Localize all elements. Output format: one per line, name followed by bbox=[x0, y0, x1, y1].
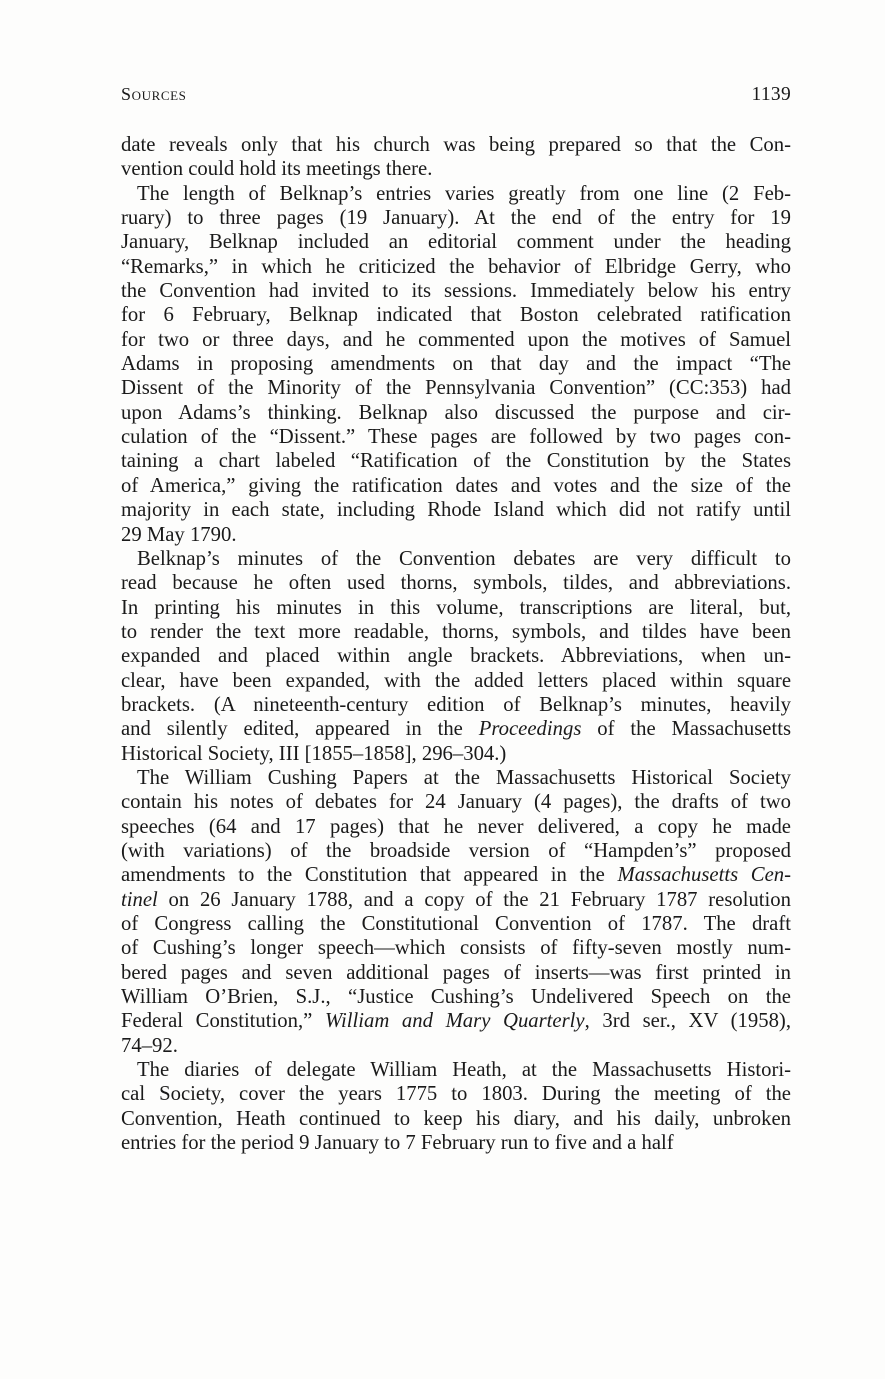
page-number: 1139 bbox=[751, 84, 791, 105]
text-line bbox=[121, 449, 791, 473]
text-run: William O’Brien, S.J., “Justice Cushing’s Undelivered Speech on the bbox=[121, 986, 791, 1009]
text-line bbox=[121, 985, 791, 1009]
text-line bbox=[121, 717, 791, 741]
text-line bbox=[121, 669, 791, 693]
text-line bbox=[121, 1058, 791, 1082]
text-run: Historical Society, III [1855–1858], 296–304.) bbox=[121, 742, 507, 765]
text-line bbox=[121, 1131, 791, 1155]
paragraph bbox=[121, 133, 791, 182]
text-line bbox=[121, 742, 791, 766]
text-run: entries for the period 9 January to 7 February run to five and a half bbox=[121, 1132, 674, 1155]
text-run: expanded and placed within angle brackets. Abbreviations, when un- bbox=[121, 645, 791, 668]
text-run: “Remarks,” in which he criticized the behavior of Elbridge Gerry, who bbox=[121, 255, 791, 278]
text-run: vention could hold its meetings there. bbox=[121, 158, 433, 181]
running-title: Sources bbox=[121, 84, 187, 104]
text-run: Adams in proposing amendments on that day and the impact “The bbox=[121, 353, 791, 376]
italic-text: Proceedings bbox=[478, 718, 582, 741]
italic-text: tinel bbox=[121, 888, 158, 911]
text-run: ruary) to three pages (19 January). At the end of the entry for 19 bbox=[121, 207, 791, 230]
text-line bbox=[121, 206, 791, 230]
text-line bbox=[121, 1082, 791, 1106]
text-run: January, Belknap included an editorial comment under the heading bbox=[121, 231, 791, 254]
text-line bbox=[121, 328, 791, 352]
text-line bbox=[121, 912, 791, 936]
text-run: majority in each state, including Rhode Island which did not ratify until bbox=[121, 499, 791, 522]
text-line bbox=[121, 693, 791, 717]
text-line bbox=[121, 888, 791, 912]
text-run: (with variations) of the broadside version of “Hampden’s” proposed bbox=[121, 839, 791, 862]
text-run: of America,” giving the ratification dates and votes and the size of the bbox=[121, 474, 791, 497]
text-run: Federal Constitution,” bbox=[121, 1010, 325, 1033]
text-line bbox=[121, 1009, 791, 1033]
text-run: for two or three days, and he commented upon the motives of Samuel bbox=[121, 328, 791, 351]
text-run: taining a chart labeled “Ratification of the Constitution by the States bbox=[121, 450, 791, 473]
paragraph bbox=[121, 182, 791, 547]
text-run: Belknap’s minutes of the Convention debates are very difficult to bbox=[137, 547, 791, 570]
text-line bbox=[121, 133, 791, 157]
text-run: and silently edited, appeared in the bbox=[121, 718, 479, 741]
text-line bbox=[121, 839, 791, 863]
italic-text: Massachusetts Cen- bbox=[617, 864, 792, 887]
paragraph bbox=[121, 547, 791, 766]
text-run: , 3rd ser., XV (1958), bbox=[584, 1010, 791, 1033]
text-line bbox=[121, 790, 791, 814]
paragraph bbox=[121, 766, 791, 1058]
text-run: the Convention had invited to its sessions. Immediately below his entry bbox=[121, 280, 791, 303]
paragraph bbox=[121, 1058, 791, 1155]
text-run: upon Adams’s thinking. Belknap also discussed the purpose and cir- bbox=[121, 401, 791, 424]
text-line bbox=[121, 766, 791, 790]
text-run: culation of the “Dissent.” These pages are followed by two pages con- bbox=[121, 426, 791, 449]
text-run: brackets. (A nineteenth-century edition of Belknap’s minutes, heavily bbox=[121, 693, 791, 716]
text-line bbox=[121, 255, 791, 279]
text-run: read because he often used thorns, symbols, tildes, and abbreviations. bbox=[121, 572, 791, 595]
text-line bbox=[121, 182, 791, 206]
text-run: of the Massachusetts bbox=[581, 718, 791, 741]
text-line bbox=[121, 961, 791, 985]
text-line bbox=[121, 523, 791, 547]
text-line bbox=[121, 1107, 791, 1131]
text-line bbox=[121, 376, 791, 400]
text-run: clear, have been expanded, with the added letters placed within square bbox=[121, 669, 791, 692]
text-line bbox=[121, 936, 791, 960]
text-run: for 6 February, Belknap indicated that Boston celebrated ratification bbox=[121, 304, 791, 327]
text-line bbox=[121, 279, 791, 303]
text-run: 29 May 1790. bbox=[121, 523, 237, 546]
text-run: date reveals only that his church was being prepared so that the Con- bbox=[121, 134, 791, 156]
text-line bbox=[121, 644, 791, 668]
text-run: 74–92. bbox=[121, 1034, 178, 1057]
text-run: to render the text more readable, thorns, symbols, and tildes have been bbox=[121, 620, 791, 643]
running-head bbox=[121, 84, 791, 110]
text-line bbox=[121, 571, 791, 595]
text-line bbox=[121, 863, 791, 887]
text-line bbox=[121, 425, 791, 449]
text-run: contain his notes of debates for 24 January (4 pages), the drafts of two bbox=[121, 791, 791, 814]
text-line bbox=[121, 498, 791, 522]
text-run: speeches (64 and 17 pages) that he never delivered, a copy he made bbox=[121, 815, 791, 838]
text-line bbox=[121, 596, 791, 620]
text-line bbox=[121, 303, 791, 327]
text-run: Dissent of the Minority of the Pennsylvania Convention” (CC:353) had bbox=[121, 377, 791, 400]
text-run: amendments to the Constitution that appeared in the bbox=[121, 864, 618, 887]
text-line bbox=[121, 620, 791, 644]
text-line bbox=[121, 815, 791, 839]
text-run: The diaries of delegate William Heath, at the Massachusetts Histori- bbox=[137, 1059, 791, 1082]
text-run: bered pages and seven additional pages of inserts—was first printed in bbox=[121, 961, 791, 984]
text-line bbox=[121, 1034, 791, 1058]
text-run: of Cushing’s longer speech—which consists of fifty-seven mostly num- bbox=[121, 937, 791, 960]
text-line bbox=[121, 230, 791, 254]
text-run: The length of Belknap’s entries varies greatly from one line (2 Feb- bbox=[137, 182, 791, 205]
italic-text: William and Mary Quarterly bbox=[324, 1010, 585, 1033]
text-run: cal Society, cover the years 1775 to 1803. During the meeting of the bbox=[121, 1083, 791, 1106]
text-run: of Congress calling the Constitutional Convention of 1787. The draft bbox=[121, 913, 791, 935]
text-run: on 26 January 1788, and a copy of the 21 February 1787 resolution bbox=[157, 888, 791, 911]
text-line bbox=[121, 157, 791, 181]
text-run: In printing his minutes in this volume, transcriptions are literal, but, bbox=[121, 596, 791, 619]
text-run: Convention, Heath continued to keep his diary, and his daily, unbroken bbox=[121, 1107, 791, 1130]
text-line bbox=[121, 352, 791, 376]
body-text bbox=[121, 133, 791, 1155]
text-line bbox=[121, 474, 791, 498]
text-run: The William Cushing Papers at the Massachusetts Historical Society bbox=[137, 766, 791, 789]
text-line bbox=[121, 401, 791, 425]
text-line bbox=[121, 547, 791, 571]
